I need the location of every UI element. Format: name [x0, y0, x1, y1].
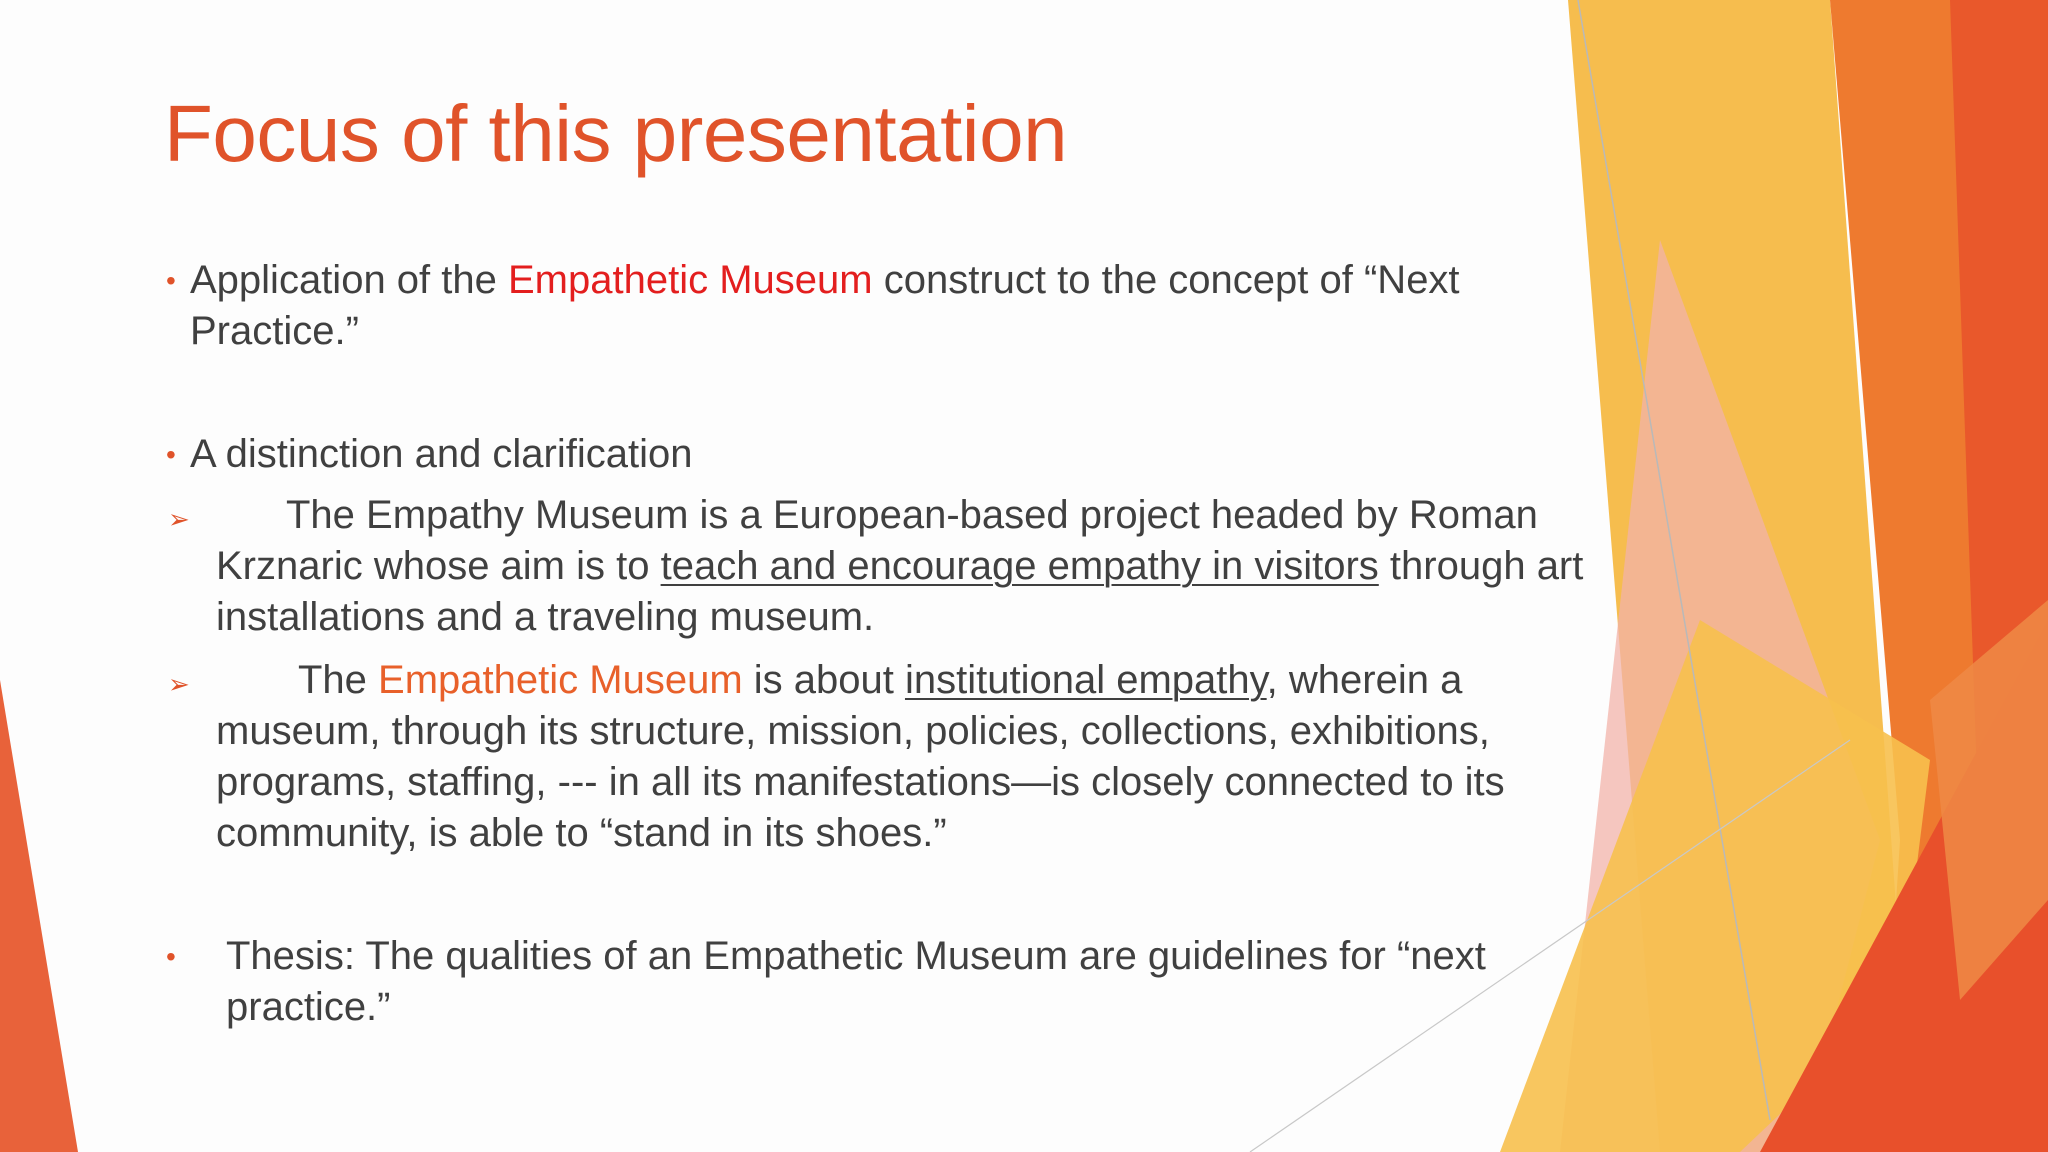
bullet-application-suffix: construct to the concept of “Next Practice.” [190, 258, 1460, 353]
bullet-marker: • [166, 941, 176, 972]
slide-title: Focus of this presentation [164, 89, 1068, 178]
spacer [164, 859, 1584, 931]
empathetic-museum-highlight: Empathetic Museum [378, 658, 743, 702]
bullet-distinction [164, 429, 1584, 480]
bullet-thesis-text: Thesis: The qualities of an Empathetic Museum are guidelines for “next practice.” [226, 934, 1486, 1029]
bullet-distinction-text: A distinction and clarification [190, 432, 693, 476]
underlined-aim: teach and encourage empathy in visitors [660, 544, 1379, 588]
empathetic-museum-highlight: Empathetic Museum [508, 258, 873, 302]
bullet-application [164, 255, 1584, 357]
subpoint-1-suffix: through art installations and a traveling museum. [216, 544, 1584, 639]
subpoint-2-prefix: The [298, 658, 379, 702]
slide-body [164, 255, 1584, 1033]
bullet-marker: • [166, 439, 176, 470]
subpoint-empathetic-museum [164, 655, 1584, 859]
subpoint-1-prefix: The Empathy Museum is a European-based project headed by Roman Krznaric whose aim is to [216, 493, 1538, 588]
left-accent-shape [0, 680, 78, 1152]
arrow-bullet-icon: ➢ [168, 669, 190, 699]
subpoint-empathy-museum [164, 490, 1584, 643]
underlined-institutional-empathy: institutional empathy [904, 658, 1267, 702]
spacer [164, 357, 1584, 429]
bullet-marker: • [166, 265, 176, 296]
bullet-application-prefix: Application of the [190, 258, 508, 302]
subpoint-2-middle: is about [742, 658, 905, 702]
subpoint-2-suffix: , wherein a museum, through its structure, mission, policies, collections, exhibitions, programs, staffing, --- in all its manifestations—is closely connected to its community, is able to “stand in its shoes.” [216, 658, 1505, 855]
bullet-thesis [164, 931, 1584, 1033]
arrow-bullet-icon: ➢ [168, 504, 190, 534]
